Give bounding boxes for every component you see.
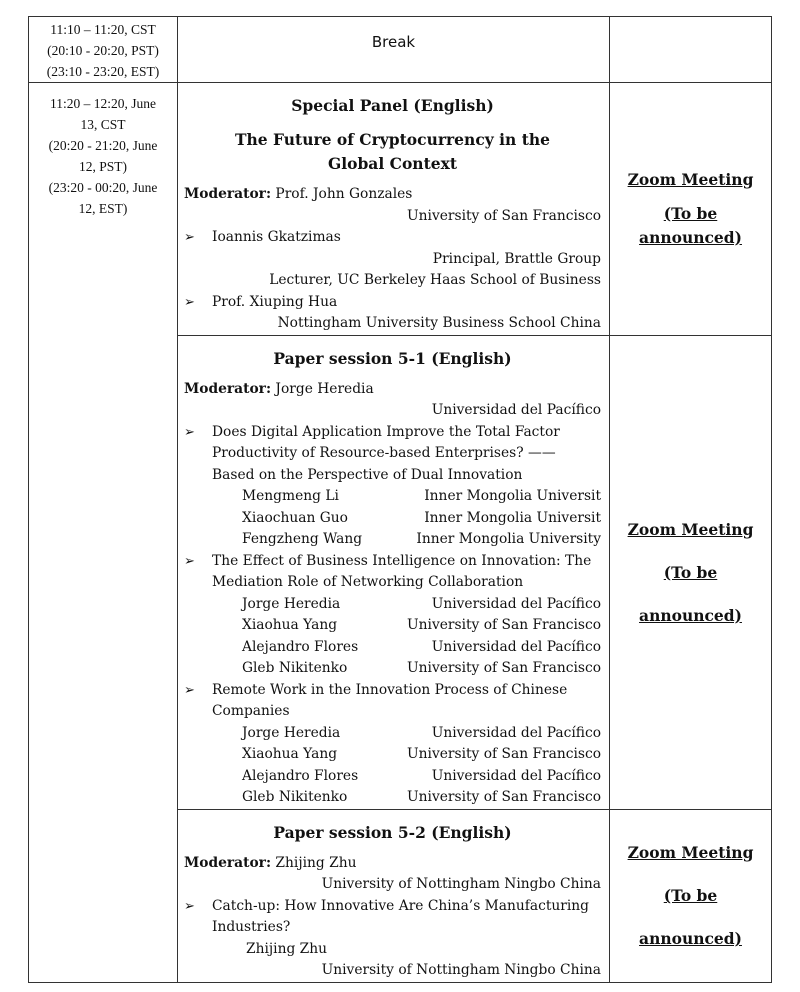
schedule-table (28, 16, 772, 983)
author-row (184, 529, 601, 551)
author-name: Alejandro Flores (242, 638, 359, 655)
time-line: 12, EST) (78, 201, 128, 216)
author-affiliation: Universidad del Pacífico (431, 595, 601, 612)
author-row (184, 508, 601, 530)
paper-item (184, 422, 601, 487)
moderator-line (184, 379, 601, 401)
author-affiliation: Universidad del Pacífico (431, 724, 601, 741)
moderator-label: Moderator: (184, 854, 272, 871)
paper-title: Does Digital Application Improve the Total Factor Productivity of Resource-based Enterprises? —— Based on the Perspective of Dual Innovation (212, 423, 560, 483)
bullet-arrow-icon: ➢ (184, 682, 195, 698)
author-affiliation: Universidad del Pacífico (431, 638, 601, 655)
speaker-name: Prof. Xiuping Hua (212, 293, 338, 310)
author-name: Jorge Heredia (242, 724, 341, 741)
paper-title: Remote Work in the Innovation Process of Chinese Companies (212, 681, 568, 719)
author-row (184, 615, 601, 637)
session-title: Paper session 5-1 (English) (273, 348, 512, 368)
author-affiliation: Inner Mongolia University (416, 531, 601, 547)
panel-title: Special Panel (English) (291, 96, 494, 115)
author-name: Gleb Nikitenko (242, 660, 348, 676)
bullet-arrow-icon: ➢ (184, 424, 195, 440)
time-line: (20:20 - 21:20, June (48, 138, 158, 153)
author-name: Alejandro Flores (242, 767, 359, 784)
session-title: Paper session 5-2 (English) (273, 822, 512, 842)
time-line: (23:20 - 00:20, June (48, 180, 158, 195)
author-row (184, 637, 601, 659)
author-name: Gleb Nikitenko (242, 789, 348, 805)
paper-item (184, 551, 601, 594)
moderator-label: Moderator: (184, 380, 272, 397)
author-affiliation: University of San Francisco (407, 660, 601, 676)
panel-time-cell (29, 83, 178, 983)
paper-item (184, 896, 601, 939)
author-name: Jorge Heredia (242, 595, 341, 612)
author-name: Zhijing Zhu (246, 940, 328, 957)
author-name: Xiaochuan Guo (242, 509, 348, 526)
author-name: Xiaohua Yang (242, 746, 338, 762)
author-row (184, 594, 601, 616)
panel-room-cell (610, 83, 772, 336)
author-affiliation: University of San Francisco (407, 746, 601, 762)
moderator-name: Zhijing Zhu (271, 854, 357, 871)
author-row (184, 744, 601, 766)
author-affiliation: Inner Mongolia Universit (424, 509, 601, 526)
author-row (184, 723, 601, 745)
paper-title: The Effect of Business Intelligence on Innovation: The Mediation Role of Networking Collaboration (212, 552, 592, 590)
author-affiliation: Inner Mongolia Universit (424, 488, 601, 504)
bullet-arrow-icon: ➢ (184, 230, 195, 245)
session-5-2-content-cell (178, 809, 610, 982)
time-line: (20:10 - 20:20, PST) (47, 43, 159, 58)
author-affiliation: University of San Francisco (407, 617, 601, 633)
moderator-line (184, 853, 601, 875)
speaker-item (184, 292, 601, 314)
room-label: (To be (663, 886, 718, 905)
session-5-2-room-cell (610, 809, 772, 982)
author-affiliation: Universidad del Pacífico (431, 767, 601, 784)
moderator-affiliation: University of Nottingham Ningbo China (321, 876, 601, 892)
speaker-affiliation: Lecturer, UC Berkeley Haas School of Business (269, 272, 601, 288)
author-name: Xiaohua Yang (242, 617, 338, 633)
break-label: Break (178, 17, 610, 83)
session-5-1-content-cell (178, 335, 610, 809)
moderator-affiliation: Universidad del Pacífico (431, 402, 601, 418)
speaker-name: Ioannis Gkatzimas (212, 229, 341, 245)
author-row (184, 486, 601, 508)
speaker-item (184, 227, 601, 249)
time-line: 13, CST (80, 117, 126, 132)
time-line: 11:10 – 11:20, CST (50, 22, 156, 37)
moderator-name: Jorge Heredia (271, 380, 374, 397)
paper-title: Catch-up: How Innovative Are China’s Manufacturing Industries? (212, 897, 590, 935)
room-label: Zoom Meeting (627, 169, 754, 189)
author-name: Fengzheng Wang (242, 531, 363, 547)
time-line: 12, PST) (78, 159, 127, 174)
author-name: Mengmeng Li (242, 488, 339, 504)
room-label: announced) (639, 605, 742, 625)
break-time-cell (29, 17, 178, 83)
break-row (29, 17, 772, 83)
bullet-arrow-icon: ➢ (184, 294, 195, 310)
author-row (184, 658, 601, 680)
panel-row (29, 83, 772, 336)
paper-item (184, 680, 601, 723)
room-label: Zoom Meeting (627, 843, 754, 862)
time-line: (23:10 - 23:20, EST) (46, 64, 160, 79)
author-affiliation: University of Nottingham Ningbo China (321, 962, 601, 978)
time-line: 11:20 – 12:20, June (50, 96, 156, 111)
speaker-affiliation: Principal, Brattle Group (432, 250, 601, 267)
moderator-affiliation: University of San Francisco (407, 207, 601, 224)
break-room-cell (610, 17, 772, 83)
moderator-name: Prof. John Gonzales (271, 186, 413, 202)
room-label: announced) (639, 227, 742, 247)
author-affiliation: University of San Francisco (407, 789, 601, 805)
moderator-line (184, 184, 601, 206)
bullet-arrow-icon: ➢ (184, 553, 195, 569)
room-label: announced) (639, 929, 742, 948)
author-row (184, 787, 601, 809)
session-5-1-room-cell (610, 335, 772, 809)
bullet-arrow-icon: ➢ (184, 898, 195, 914)
room-label: Zoom Meeting (627, 519, 754, 539)
room-label: (To be (663, 562, 718, 582)
moderator-label: Moderator: (184, 186, 272, 202)
author-row (184, 766, 601, 788)
panel-topic: The Future of Cryptocurrency in the Global Context (234, 130, 551, 173)
speaker-affiliation: Nottingham University Business School China (277, 315, 601, 331)
room-label: (To be (663, 203, 718, 223)
panel-content-cell (178, 83, 610, 336)
